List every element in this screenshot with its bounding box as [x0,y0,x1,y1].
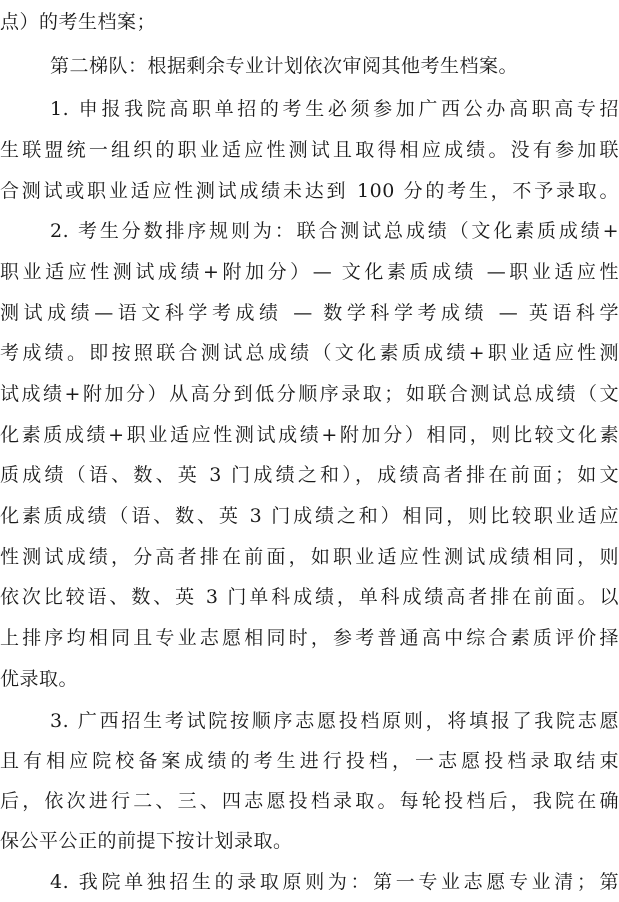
text-line: 合测试或职业适应性测试成绩未达到 100 分的考生，不予录取。 [0,180,619,202]
text-line: 1. 申报我院高职单招的考生必须参加广西公办高职高专招 [50,98,619,120]
text-line: 第二梯队：根据剩余专业计划依次审阅其他考生档案。 [50,55,519,77]
text-line: 试成绩+附加分）从高分到低分顺序录取；如联合测试总成绩（文 [0,383,619,405]
text-line: 优录取。 [0,668,79,690]
text-line: 点）的考生档案； [0,11,157,33]
text-line: 依次比较语、数、英 3 门单科成绩，单科成绩高者排在前面。以 [0,586,619,608]
text-line: 考成绩。即按照联合测试总成绩（文化素质成绩+职业适应性测 [0,342,619,364]
text-line: 4. 我院单独招生的录取原则为：第一专业志愿专业清；第 [50,871,619,893]
text-line: 测试成绩—语文科学考成绩 — 数学科学考成绩 — 英语科学 [0,302,619,324]
text-line: 且有相应院校备案成绩的考生进行投档，一志愿投档录取结束 [0,750,619,772]
text-line: 3. 广西招生考试院按顺序志愿投档原则，将填报了我院志愿 [50,710,619,732]
text-line: 质成绩（语、数、英 3 门成绩之和），成绩高者排在前面；如文 [0,464,619,486]
text-line: 上排序均相同且专业志愿相同时，参考普通高中综合素质评价择 [0,627,619,649]
text-line: 保公平公正的前提下按计划录取。 [0,830,293,852]
text-line: 化素质成绩（语、数、英 3 门成绩之和）相同，则比较职业适应 [0,505,619,527]
text-line: 后，依次进行二、三、四志愿投档录取。每轮投档后，我院在确 [0,790,619,812]
text-line: 性测试成绩，分高者排在前面，如职业适应性测试成绩相同，则 [0,546,619,568]
text-line: 化素质成绩+职业适应性测试成绩+附加分）相同，则比较文化素 [0,424,619,446]
text-line: 2. 考生分数排序规则为：联合测试总成绩（文化素质成绩+ [50,220,619,242]
text-line: 职业适应性测试成绩+附加分）— 文化素质成绩 —职业适应性 [0,261,619,283]
text-line: 生联盟统一组织的职业适应性测试且取得相应成绩。没有参加联 [0,139,619,161]
